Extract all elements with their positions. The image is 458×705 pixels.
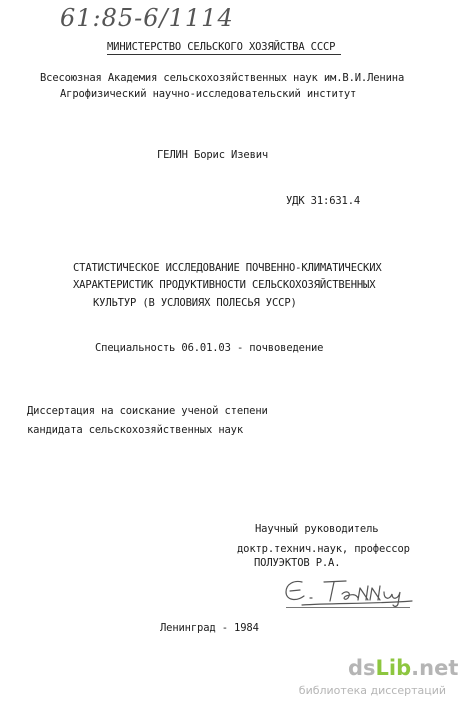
watermark-tagline: библиотека диссертаций xyxy=(298,684,446,697)
watermark-brand xyxy=(348,656,458,680)
institute-line: Агрофизический научно-исследовательский институт xyxy=(60,88,357,100)
dissertation-line-2: кандидата сельскохозяйственных наук xyxy=(27,424,244,436)
handwritten-reference: 61:85-6/1114 xyxy=(60,4,234,32)
title-line-2: ХАРАКТЕРИСТИК ПРОДУКТИВНОСТИ СЕЛЬСКОХОЗЯЙСТВЕННЫХ xyxy=(73,279,376,291)
watermark-lib: Lib xyxy=(375,656,412,680)
watermark-ds: ds xyxy=(348,656,376,680)
watermark-net: .net xyxy=(411,656,458,680)
ministry-heading: МИНИСТЕРСТВО СЕЛЬСКОГО ХОЗЯЙСТВА СССР xyxy=(107,41,336,53)
advisor-degree: доктр.технич.наук, профессор xyxy=(237,543,410,555)
dissertation-line-1: Диссертация на соискание ученой степени xyxy=(27,405,268,417)
ministry-underline xyxy=(107,54,341,55)
advisor-name: ПОЛУЭКТОВ Р.А. xyxy=(254,557,341,569)
title-line-1: СТАТИСТИЧЕСКОЕ ИССЛЕДОВАНИЕ ПОЧВЕННО-КЛИМАТИЧЕСКИХ xyxy=(73,262,382,274)
udk-code: УДК 31:631.4 xyxy=(286,195,361,207)
title-line-3: КУЛЬТУР (В УСЛОВИЯХ ПОЛЕСЬЯ УССР) xyxy=(93,297,297,309)
place-year: Ленинград - 1984 xyxy=(160,622,259,634)
author-name: ГЕЛИН Борис Изевич xyxy=(157,149,269,161)
academy-line: Всесоюзная Академия сельскохозяйственных наук им.В.И.Ленина xyxy=(40,72,405,84)
dslib-watermark xyxy=(298,656,458,702)
advisor-signature xyxy=(272,574,422,608)
advisor-label: Научный руководитель xyxy=(255,523,379,535)
signature-line xyxy=(286,607,410,608)
specialty-line: Специальность 06.01.03 - почвоведение xyxy=(95,342,324,354)
